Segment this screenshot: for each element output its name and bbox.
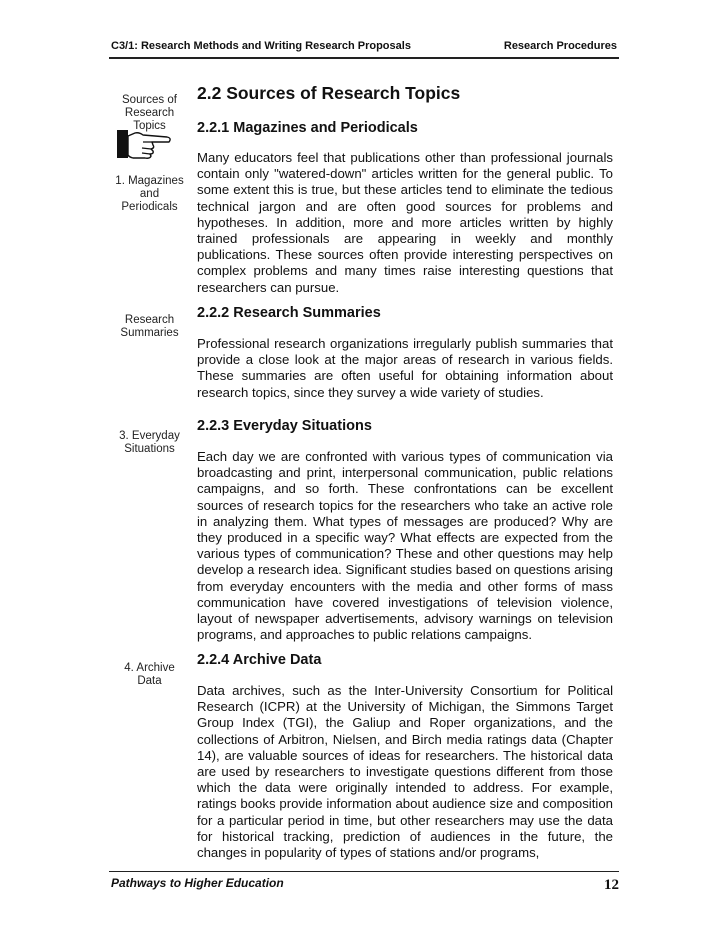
paragraph-research-summaries: Professional research organizations irregularly publish summaries that provide a close look at the major areas of research in various fields. These summaries are often useful for obtaining information about research topics, since they survey a wide variety of studies. xyxy=(197,336,613,400)
header-course-title: C3/1: Research Methods and Writing Research Proposals xyxy=(111,40,411,52)
margin-note-research-summaries: Research Summaries xyxy=(120,314,179,339)
page-number: 12 xyxy=(604,877,619,893)
margin-note-everyday-situations: 3. Everyday Situations xyxy=(119,430,180,455)
subsection-title-research-summaries: 2.2.2 Research Summaries xyxy=(197,305,381,321)
margin-note-magazines-and-periodicals: 1. Magazines and Periodicals xyxy=(115,175,184,213)
subsection-title-magazines: 2.2.1 Magazines and Periodicals xyxy=(197,120,418,136)
section-title: 2.2 Sources of Research Topics xyxy=(197,83,461,103)
paragraph-everyday-situations: Each day we are confronted with various types of communication via broadcasting and print, interpersonal communication, public relations campaigns, and so forth. These confrontations can be excellent sources of research topics for the researchers who take an active role in analyzing them. What types of messages are produced? Why are they produced in a specific way? What effects are expected from the various types of communication? These and other questions may help develop a research idea. Significant studies based on questions arising from everyday encounters with the media and other forms of mass communication have covered investigations of television violence, layout of newspaper advertisements, advisory warnings on television programs, and approaches to public relations campaigns. xyxy=(197,449,613,643)
subsection-title-archive-data: 2.2.4 Archive Data xyxy=(197,652,322,668)
paragraph-magazines: Many educators feel that publications other than professional journals contain only "watered-down" articles written for the general public. To some extent this is true, but these articles tend to eliminate the tedious technical jargon and are often good sources for problems and hypotheses. In addition, more and more articles written by highly trained professionals are appearing in weekly and monthly publications. These sources often provide interesting perspectives on complex problems and many times raise interesting questions that researchers can pursue. xyxy=(197,150,613,295)
subsection-title-everyday-situations: 2.2.3 Everyday Situations xyxy=(197,418,372,434)
header-section-title: Research Procedures xyxy=(503,40,617,52)
page-footer xyxy=(109,871,619,896)
margin-note-sources-of-research-topics: Sources of Research Topics xyxy=(122,94,177,132)
page-header xyxy=(109,40,619,59)
margin-note-archive-data: 4. Archive Data xyxy=(124,662,175,687)
footer-publication-title: Pathways to Higher Education xyxy=(111,876,284,890)
pointing-hand-icon xyxy=(115,128,173,160)
paragraph-archive-data: Data archives, such as the Inter-University Consortium for Political Research (ICPR) at the University of Michigan, the Simmons Target Group Index (TGI), the Galiup and Roper organizations, and the collections of Arbitron, Nielsen, and Birch media ratings data (Chapter 14), are valuable sources of ideas for researchers. The historical data are used by researchers to investigate questions different from those which the data were originally intended to address. For example, ratings books provide information about audience size and composition for a particular period in time, but other researchers may use the data for historical tracking, prediction of audiences in the future, the changes in popularity of types of stations and/or programs, xyxy=(197,683,613,861)
